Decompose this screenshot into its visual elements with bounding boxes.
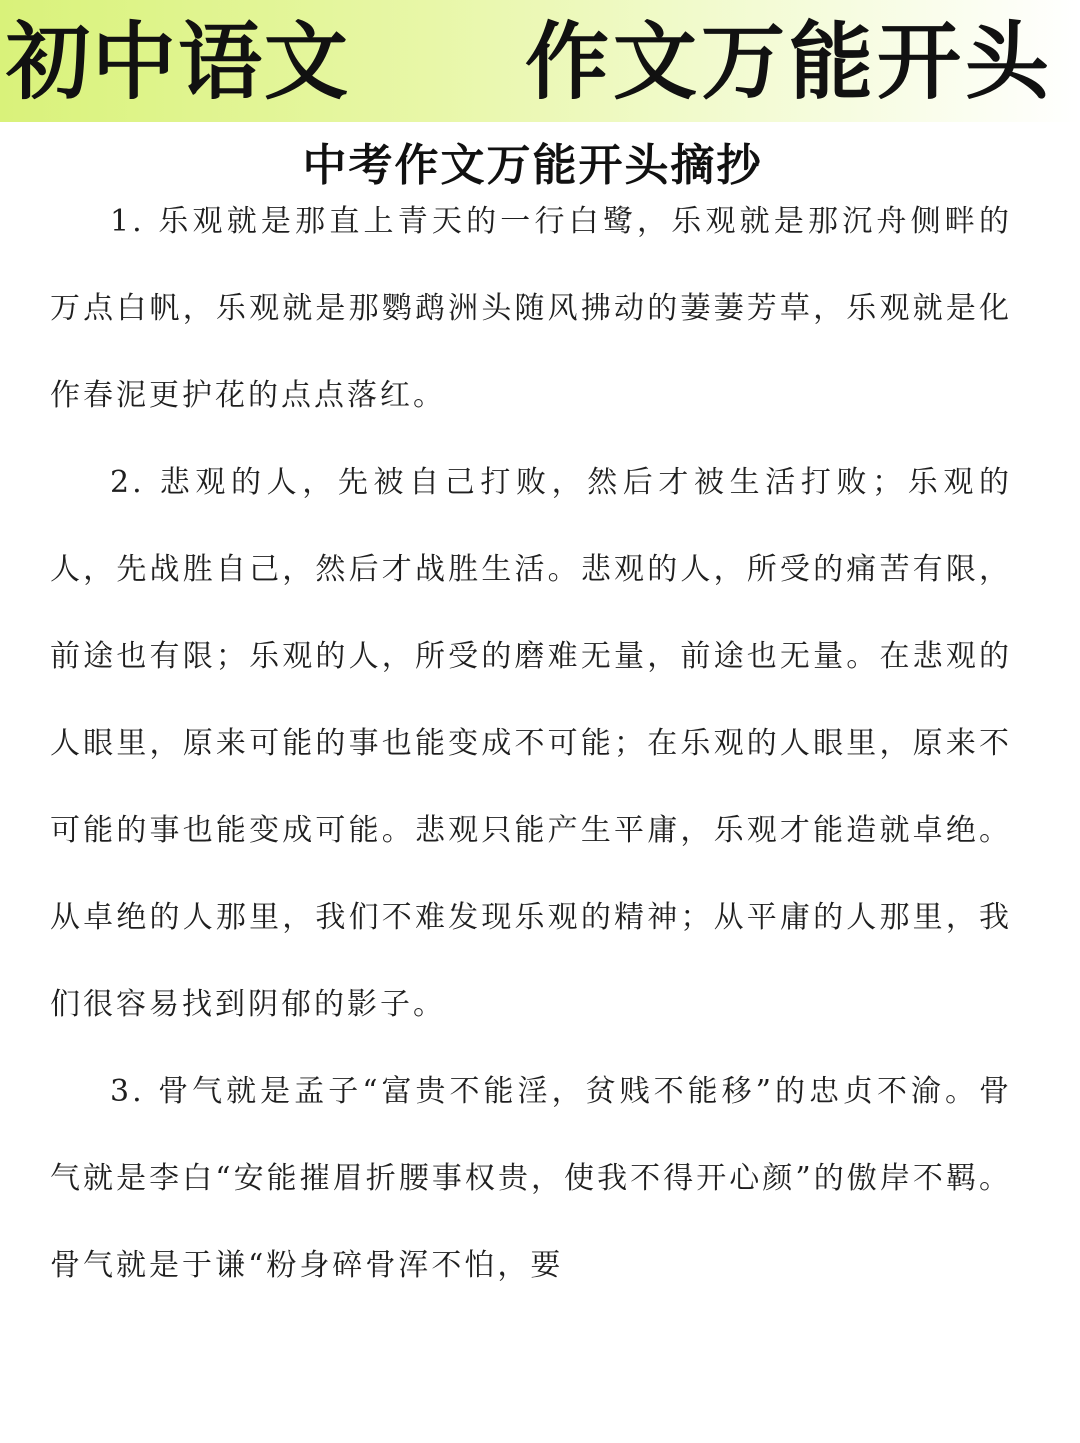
header-banner (0, 0, 1080, 122)
paragraph-3: 3. 骨气就是孟子“富贵不能淫，贫贱不能移”的忠贞不渝。骨气就是李白“安能摧眉折腰事权贵，使我不得开心颜”的傲岸不羁。骨气就是于谦“粉身碎骨浑不怕，要 (50, 1074, 1012, 1283)
document-body (50, 178, 1012, 1309)
paragraph-2: 2. 悲观的人，先被自己打败，然后才被生活打败；乐观的人，先战胜自己，然后才战胜生活。悲观的人，所受的痛苦有限，前途也有限；乐观的人，所受的磨难无量，前途也无量。在悲观的人眼里，原来可能的事也能变成不可能；在乐观的人眼里，原来不可能的事也能变成可能。悲观只能产生平庸，乐观才能造就卓绝。从卓绝的人那里，我们不难发现乐观的精神；从平庸的人那里，我们很容易找到阴郁的影子。 (50, 465, 1012, 1022)
banner-subject-title: 初中语文 (6, 13, 351, 111)
banner-topic-title: 作文万能开头 (525, 13, 1054, 111)
paragraph-1: 1. 乐观就是那直上青天的一行白鹭，乐观就是那沉舟侧畔的万点白帆，乐观就是那鹦鹉洲头随风拂动的萋萋芳草，乐观就是化作春泥更护花的点点落红。 (50, 204, 1012, 413)
document-title: 中考作文万能开头摘抄 (302, 140, 763, 191)
